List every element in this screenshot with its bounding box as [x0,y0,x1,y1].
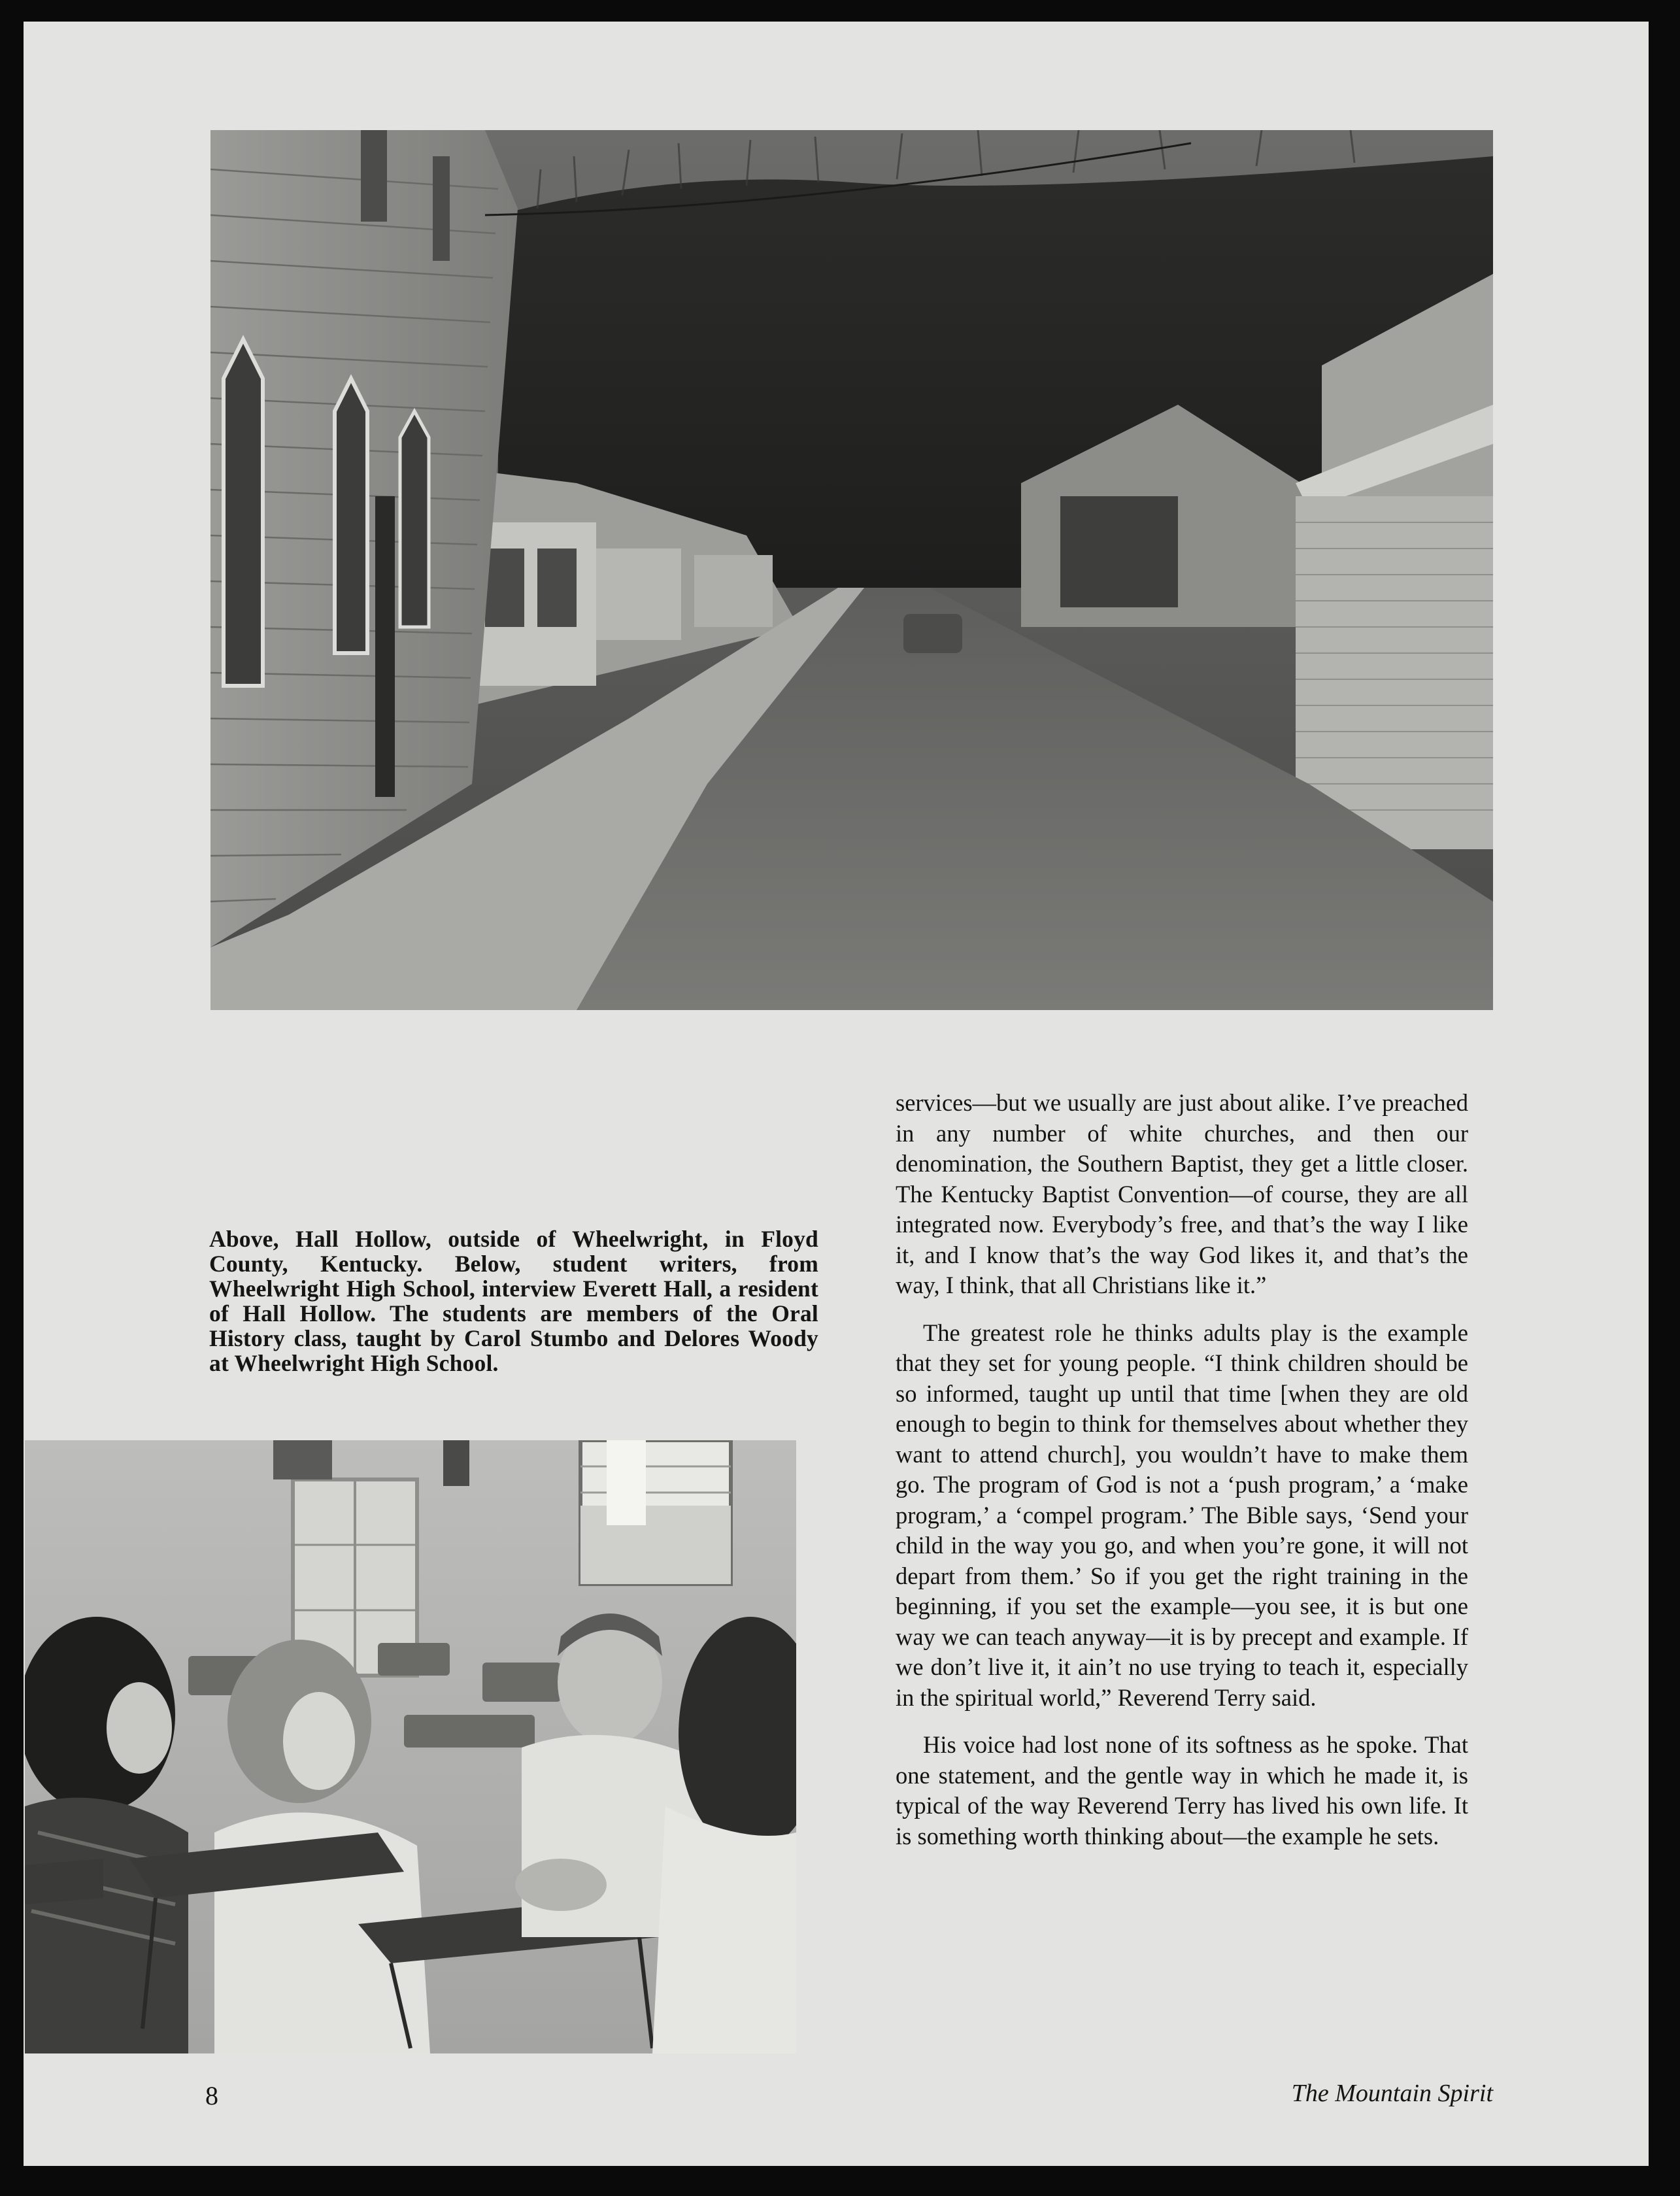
article-paragraph: services—but we usually are just about alike. I’ve preached in any number of white churches, and then our denomination, the Southern Baptist, they get a little closer. The Kentucky Baptist Convention—of course, they are all integrated now. Everybody’s free, and that’s the way I like it, and I know that’s the way God likes it, and that’s the way, I think, that all Christians like it.” [896,1089,1468,1298]
photo-caption: Above, Hall Hollow, outside of Wheelwright, in Floyd County, Kentucky. Below, student writers, from Wheelwright High School, interview Everett Hall, a resident of Hall Hollow. The students are members of the Oral History class, taught by Carol Stumbo and Delores Woody at Wheelwright High School. [209,1226,818,1376]
page-number: 8 [205,2081,218,2110]
article-paragraph: The greatest role he thinks adults play is the example that they set for young people. “I think children should be so informed, taught up until that time [when they are old enough to begin to think for themselves about whether they want to attend church], you wouldn’t have to make them go. The program of God is not a ‘push program,’ a ‘make program,’ a ‘compel program.’ The Bible says, ‘Send your child in the way you go, and when you’re gone, it will not depart from them.’ So if you get the right training in the beginning, if you set the example—you see, it is but one way we can teach anyway—it is by precept and example. If we don’t live it, it ain’t no use trying to teach it, especially in the spiritual world,” Reverend Terry said. [896,1319,1468,1711]
article-paragraph: His voice had lost none of its softness as he spoke. That one statement, and the gentle way in which he made it, is typical of the way Reverend Terry has lived his own life. It is something worth thinking about—the example he sets. [896,1731,1468,1850]
magazine-page [24,22,1649,2166]
classroom-interview-photo [25,1440,796,2053]
hall-hollow-photo [210,130,1493,1010]
publication-name: The Mountain Spirit [1291,2080,1493,2107]
article-text [896,1088,1468,1851]
